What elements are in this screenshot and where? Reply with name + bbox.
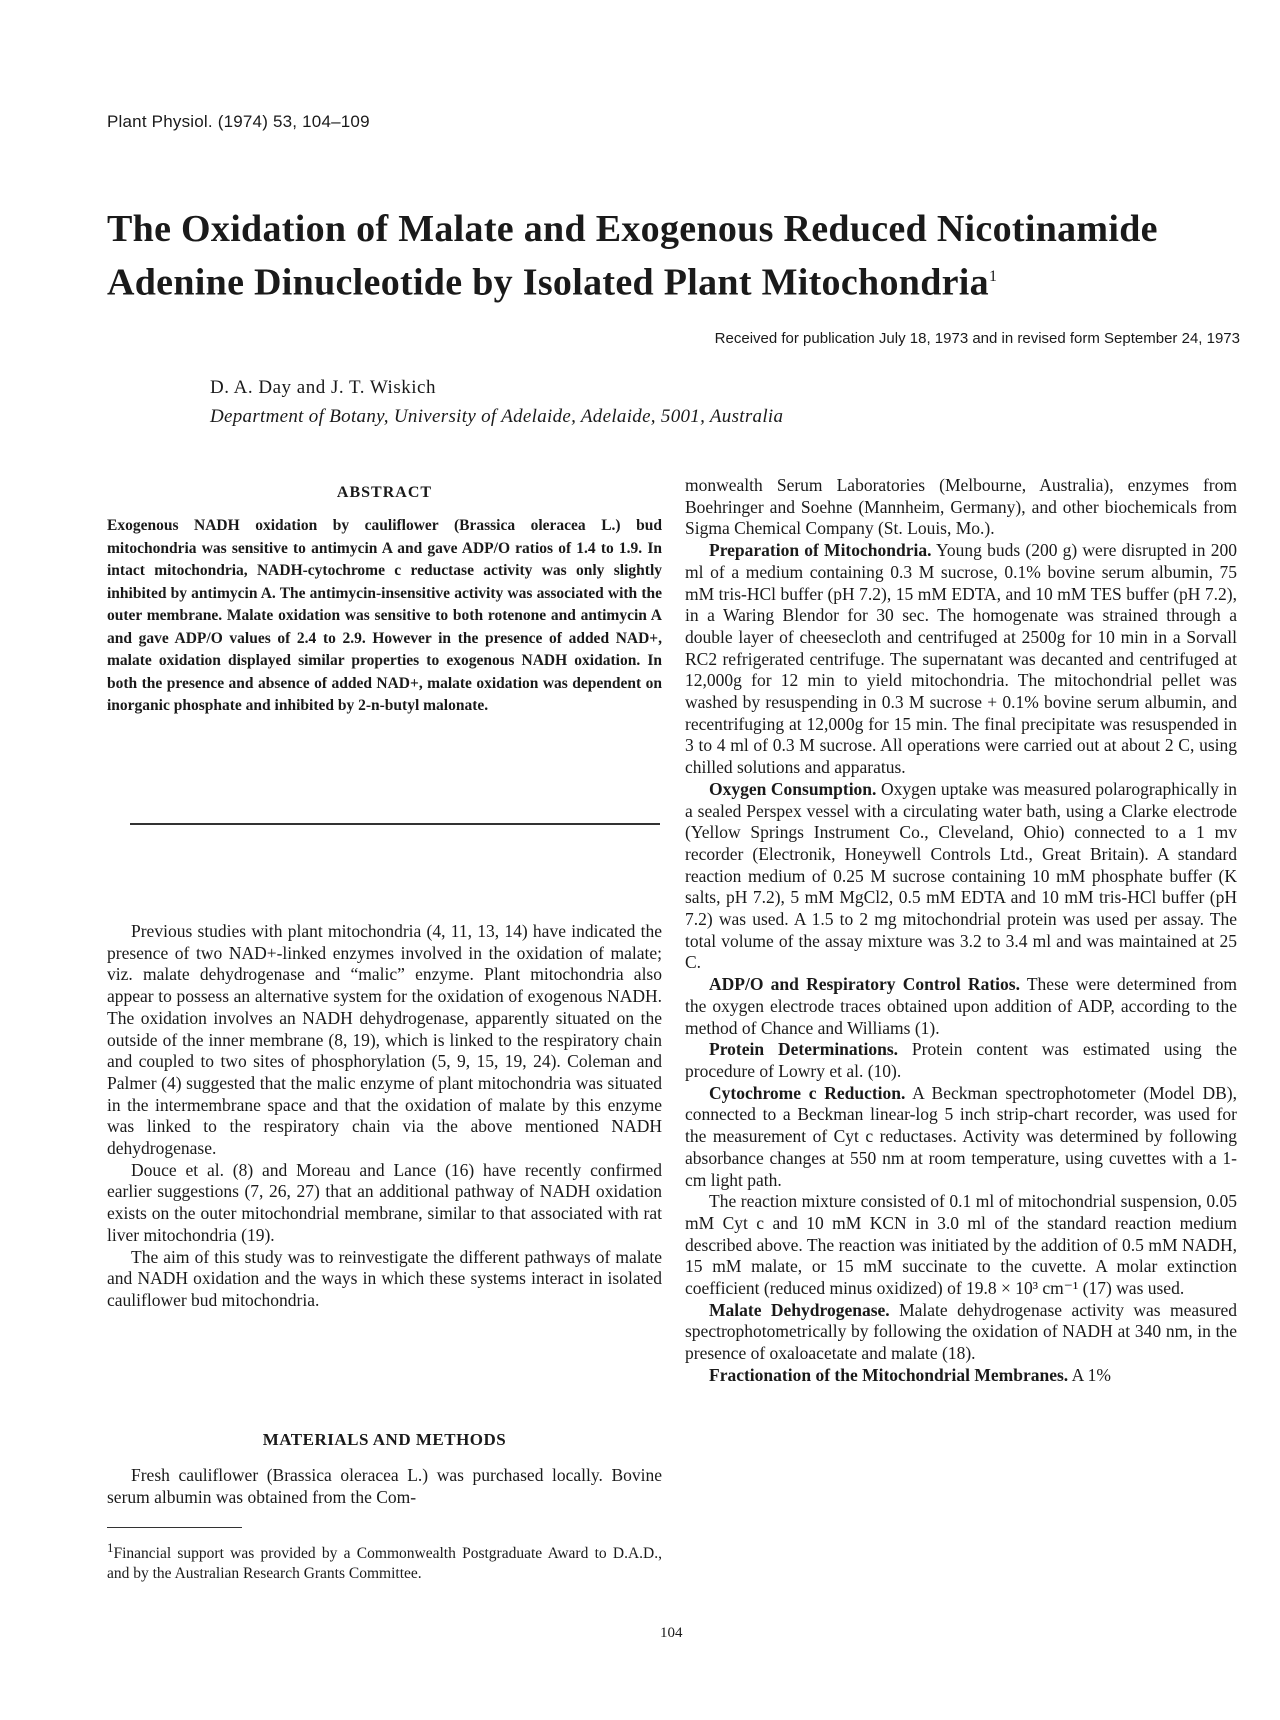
intro-paragraph: Douce et al. (8) and Moreau and Lance (16) have recently confirmed earlier suggestions (7, 26, 27) that an additional pathway of NADH oxidation exists on the outer mitochondrial membrane, similar to that associated with rat liver mitochondria (19). bbox=[107, 1159, 662, 1245]
methods-paragraph bbox=[685, 1300, 1237, 1365]
footnote-text: Financial support was provided by a Commonwealth Postgraduate Award to D.A.D., and by the Australian Research Grants Committee. bbox=[107, 1545, 662, 1583]
abstract-divider bbox=[130, 823, 660, 825]
footnote-divider bbox=[107, 1527, 242, 1528]
section-text: Protein content was estimated using the procedure of Lowry et al. (10). bbox=[685, 1039, 1238, 1081]
article-title bbox=[107, 205, 1237, 307]
abstract-heading: ABSTRACT bbox=[336, 484, 433, 501]
journal-citation: Plant Physiol. (1974) 53, 104–109 bbox=[107, 112, 370, 131]
methods-paragraph bbox=[685, 779, 1237, 974]
abstract-text: Exogenous NADH oxidation by cauliflower (Brassica oleracea L.) bud mitochondria was sensitive to antimycin A and gave ADP/O ratios of 1.4 to 1.9. In intact mitochondria, NADH-cytochrome c reductase activity was only slightly inhibited by antimycin A. The antimycin-insensitive activity was associated with the outer membrane. Malate oxidation was sensitive to both rotenone and antimycin A and gave ADP/O values of 2.4 to 2.9. However in the presence of added NAD+, malate oxidation displayed similar properties to exogenous NADH oxidation. In both the presence and absence of added NAD+, malate oxidation was dependent on inorganic phosphate and inhibited by 2-n-butyl malonate. bbox=[107, 517, 662, 714]
section-text: Young buds (200 g) were disrupted in 200 ml of a medium containing 0.3 M sucrose, 0.1% bovine serum albumin, 75 mM tris-HCl buffer (pH 7.2), 15 mM EDTA, and 10 mM TES buffer (pH 7.2), in a Waring Blendor for 30 sec. The homogenate was strained through a double layer of cheesecloth and centrifuged at 2500g for 10 min in a Sorvall RC2 refrigerated centrifuge. The supernatant was decanted and centrifuged at 12,000g for 12 min to yield mitochondria. The mitochondrial pellet was washed by resuspending in 0.3 M sucrose + 0.1% bovine serum albumin, and recentrifuging at 12,000g for 15 min. The final precipitate was resuspended in 3 to 4 ml of 0.3 M sucrose. All operations were carried out at about 2 C, using chilled solutions and apparatus. bbox=[685, 540, 1237, 778]
authors: D. A. Day and J. T. Wiskich bbox=[210, 377, 436, 398]
section-text: Oxygen uptake was measured polarographically in a sealed Perspex vessel with a circulating water bath, using a Clarke electrode (Yellow Springs Instrument Co., Cleveland, Ohio) connected to a 1 mv recorder (Electronik, Honeywell Controls Ltd., Great Britain). A standard reaction medium of 0.25 M sucrose containing 10 mM phosphate buffer (K salts, pH 7.2), 5 mM MgCl2, 0.5 mM EDTA and 10 mM tris-HCl buffer (pH 7.2) was used. A 1.5 to 2 mg mitochondrial protein was used per assay. The total volume of the assay mixture was 3.2 to 3.4 ml and was maintained at 25 C. bbox=[685, 778, 1238, 973]
methods-heading: MATERIALS AND METHODS bbox=[262, 1430, 507, 1449]
methods-paragraph: Fresh cauliflower (Brassica oleracea L.) was purchased locally. Bovine serum albumin was obtained from the Com- bbox=[107, 1465, 662, 1507]
methods-paragraph bbox=[685, 1365, 1237, 1387]
page-number: 104 bbox=[660, 1625, 683, 1641]
affiliation: Department of Botany, University of Adelaide, Adelaide, 5001, Australia bbox=[210, 406, 784, 427]
section-text: These were determined from the oxygen electrode traces obtained upon addition of ADP, according to the method of Chance and Williams (1). bbox=[685, 974, 1238, 1038]
methods-paragraph bbox=[685, 540, 1237, 779]
title-text: The Oxidation of Malate and Exogenous Reduced Nicotinamide Adenine Dinucleotide by Isolated Plant Mitochondria bbox=[107, 208, 1158, 304]
section-runin-heading: ADP/O and Respiratory Control Ratios. bbox=[709, 974, 1020, 995]
introduction bbox=[107, 921, 662, 1312]
methods-paragraph bbox=[685, 1039, 1237, 1082]
methods-paragraph bbox=[685, 1083, 1237, 1192]
intro-paragraph: The aim of this study was to reinvestigate the different pathways of malate and NADH oxidation and the ways in which these systems interact in isolated cauliflower bud mitochondria. bbox=[107, 1246, 662, 1310]
section-runin-heading: Preparation of Mitochondria. bbox=[709, 540, 932, 561]
title-footnote-mark: 1 bbox=[988, 268, 998, 285]
section-runin-heading: Malate Dehydrogenase. bbox=[709, 1299, 890, 1320]
methods-paragraph bbox=[685, 974, 1237, 1039]
section-text: A 1% bbox=[1071, 1364, 1111, 1385]
methods-paragraph: monwealth Serum Laboratories (Melbourne, Australia), enzymes from Boehringer and Soehne (Mannheim, Germany), and other biochemicals from Sigma Chemical Company (St. Louis, Mo.). bbox=[685, 475, 1237, 539]
section-text: Malate dehydrogenase activity was measured spectrophotometrically by following the oxidation of NADH at 340 nm, in the presence of oxaloacetate and malate (18). bbox=[685, 1299, 1238, 1364]
footnote bbox=[107, 1538, 662, 1584]
methods-paragraph: The reaction mixture consisted of 0.1 ml of mitochondrial suspension, 0.05 mM Cyt c and 10 mM KCN in 3.0 ml of the standard reaction medium described above. The reaction was initiated by the addition of 0.5 mM NADH, 15 mM malate, or 15 mM succinate to the cuvette. A molar extinction coefficient (reduced minus oxidized) of 19.8 × 10³ cm⁻¹ (17) was used. bbox=[685, 1191, 1237, 1299]
methods-continued bbox=[685, 475, 1237, 1387]
section-runin-heading: Oxygen Consumption. bbox=[709, 778, 877, 799]
footnote-mark: 1 bbox=[107, 1540, 114, 1555]
section-runin-heading: Protein Determinations. bbox=[709, 1039, 899, 1060]
intro-paragraph: Previous studies with plant mitochondria (4, 11, 13, 14) have indicated the presence of two NAD+-linked enzymes involved in the oxidation of malate; viz. malate dehydrogenase and “malic” enzyme. Plant mitochondria also appear to possess an alternative system for the oxidation of exogenous NADH. The oxidation involves an NADH dehydrogenase, apparently situated on the outside of the inner membrane (8, 19), which is linked to the respiratory chain and coupled to two sites of phosphorylation (5, 9, 15, 19, 24). Coleman and Palmer (4) suggested that the malic enzyme of plant mitochondria was situated in the intermembrane space and that the oxidation of malate by this enzyme was linked to the respiratory chain via the above mentioned NADH dehydrogenase. bbox=[107, 921, 662, 1159]
methods-start bbox=[107, 1465, 662, 1508]
section-text: A Beckman spectrophotometer (Model DB), connected to a Beckman linear-log 5 inch strip-chart recorder, was used for the measurement of Cyt c reductases. Activity was determined by following absorbance changes at 550 nm at room temperature, using cuvettes with a 1-cm light path. bbox=[685, 1082, 1237, 1190]
section-runin-heading: Fractionation of the Mitochondrial Membranes. bbox=[709, 1364, 1069, 1385]
received-date: Received for publication July 18, 1973 and in revised form September 24, 1973 bbox=[714, 330, 1240, 347]
section-runin-heading: Cytochrome c Reduction. bbox=[709, 1082, 906, 1103]
